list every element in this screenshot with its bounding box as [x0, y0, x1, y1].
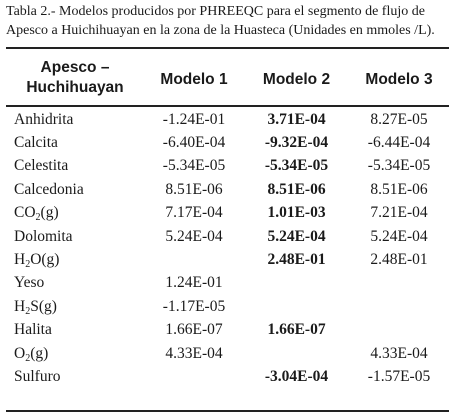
mineral-name-cell [6, 225, 144, 248]
mineral-name: Dolomita [14, 227, 73, 245]
value-cell-modelo-1: -5.34E-05 [162, 157, 226, 175]
value-cell-modelo-2: -5.34E-05 [264, 157, 329, 175]
mineral-name-cell [6, 248, 144, 271]
mineral-name-cell [6, 365, 144, 388]
value-cell-modelo-2: 1.01E-03 [267, 204, 326, 222]
value-cell-modelo-3 [349, 272, 449, 295]
mineral-subscript: 2 [25, 259, 31, 271]
mineral-name: Celestita [14, 157, 69, 175]
value-cell-modelo-2 [244, 342, 349, 365]
value-cell-modelo-3: -6.44E-04 [367, 134, 431, 152]
mineral-name-suffix: (g) [30, 344, 49, 362]
value-cell-modelo-3: 2.48E-01 [370, 251, 428, 269]
value-cell-modelo-3 [349, 319, 449, 342]
table-row [6, 319, 449, 342]
mineral-name-cell [6, 272, 144, 295]
mineral-name: Calcita [14, 134, 58, 152]
mineral-name: O [14, 344, 26, 362]
table-row [6, 342, 449, 365]
value-cell-modelo-3: 8.27E-05 [370, 110, 428, 128]
table-body [6, 105, 449, 389]
mineral-name-cell [6, 131, 144, 154]
mineral-subscript: 2 [35, 212, 41, 224]
mineral-name: Calcedonia [14, 180, 84, 198]
value-cell-modelo-2 [244, 295, 349, 318]
mineral-name: Anhidrita [14, 110, 74, 128]
value-cell-modelo-1 [144, 248, 244, 271]
value-cell-modelo-1: -6.40E-04 [162, 134, 226, 152]
mineral-name: Halita [14, 321, 52, 339]
mineral-name: Yeso [14, 274, 45, 292]
value-cell-modelo-1: 1.66E-07 [165, 321, 223, 339]
table-header [6, 50, 449, 105]
table-row [6, 155, 449, 178]
value-cell-modelo-2: -9.32E-04 [264, 134, 329, 152]
value-cell-modelo-1: 1.24E-01 [165, 274, 223, 292]
header-segment [6, 50, 144, 105]
mineral-name: Sulfuro [14, 367, 61, 385]
value-cell-modelo-1: 5.24E-04 [165, 227, 223, 245]
value-cell-modelo-3: 8.51E-06 [370, 180, 428, 198]
header-modelo-2: Modelo 2 [262, 71, 331, 88]
mineral-name-cell [6, 202, 144, 225]
value-cell-modelo-1: -1.24E-01 [162, 110, 226, 128]
value-cell-modelo-1: 7.17E-04 [165, 204, 223, 222]
value-cell-modelo-2: -3.04E-04 [264, 367, 329, 385]
header-segment-line2: Huchihuayan [26, 78, 124, 96]
top-rule [6, 47, 449, 49]
value-cell-modelo-3: 7.21E-04 [370, 204, 428, 222]
header-segment-line1: Apesco – [40, 58, 110, 76]
mineral-name-cell [6, 178, 144, 201]
mineral-name: H [14, 297, 26, 315]
value-cell-modelo-2: 3.71E-04 [267, 110, 326, 128]
mineral-name-suffix: S(g) [30, 297, 57, 315]
mineral-name-cell [6, 319, 144, 342]
value-cell-modelo-1: 4.33E-04 [165, 344, 223, 362]
header-modelo-1: Modelo 1 [160, 71, 228, 88]
value-cell-modelo-2: 2.48E-01 [267, 251, 326, 269]
mineral-name-cell [6, 105, 144, 131]
value-cell-modelo-3 [349, 295, 449, 318]
table-row [6, 202, 449, 225]
mineral-name-cell [6, 295, 144, 318]
table-row [6, 272, 449, 295]
value-cell-modelo-3: 4.33E-04 [370, 344, 428, 362]
value-cell-modelo-2: 5.24E-04 [267, 227, 326, 245]
mineral-subscript: 2 [25, 352, 31, 364]
mineral-name-suffix: O(g) [30, 251, 60, 269]
mineral-name: H [14, 251, 26, 269]
models-table [6, 50, 449, 389]
value-cell-modelo-1: -1.17E-05 [162, 297, 226, 315]
mineral-name-cell [6, 342, 144, 365]
mineral-name: CO [14, 204, 36, 222]
value-cell-modelo-2 [244, 272, 349, 295]
mineral-name-suffix: (g) [40, 204, 59, 222]
mineral-subscript: 2 [25, 305, 31, 317]
table-row [6, 248, 449, 271]
table-row [6, 105, 449, 131]
table-row [6, 365, 449, 388]
table-row [6, 295, 449, 318]
mineral-name-cell [6, 155, 144, 178]
value-cell-modelo-3: -1.57E-05 [367, 367, 431, 385]
bottom-rule [6, 410, 449, 412]
table-row [6, 178, 449, 201]
value-cell-modelo-2: 1.66E-07 [267, 321, 326, 339]
value-cell-modelo-1: 8.51E-06 [165, 180, 223, 198]
value-cell-modelo-2: 8.51E-06 [267, 180, 326, 198]
value-cell-modelo-3: -5.34E-05 [367, 157, 431, 175]
table-row [6, 131, 449, 154]
header-modelo-3: Modelo 3 [365, 71, 433, 88]
value-cell-modelo-3: 5.24E-04 [370, 227, 428, 245]
value-cell-modelo-1 [144, 365, 244, 388]
table-caption: Tabla 2.- Modelos producidos por PHREEQC para el segmento de flujo de Apesco a Huichihuayan en la zona de la Huasteca (Unidades en mmoles /L). [6, 4, 435, 38]
table-row [6, 225, 449, 248]
